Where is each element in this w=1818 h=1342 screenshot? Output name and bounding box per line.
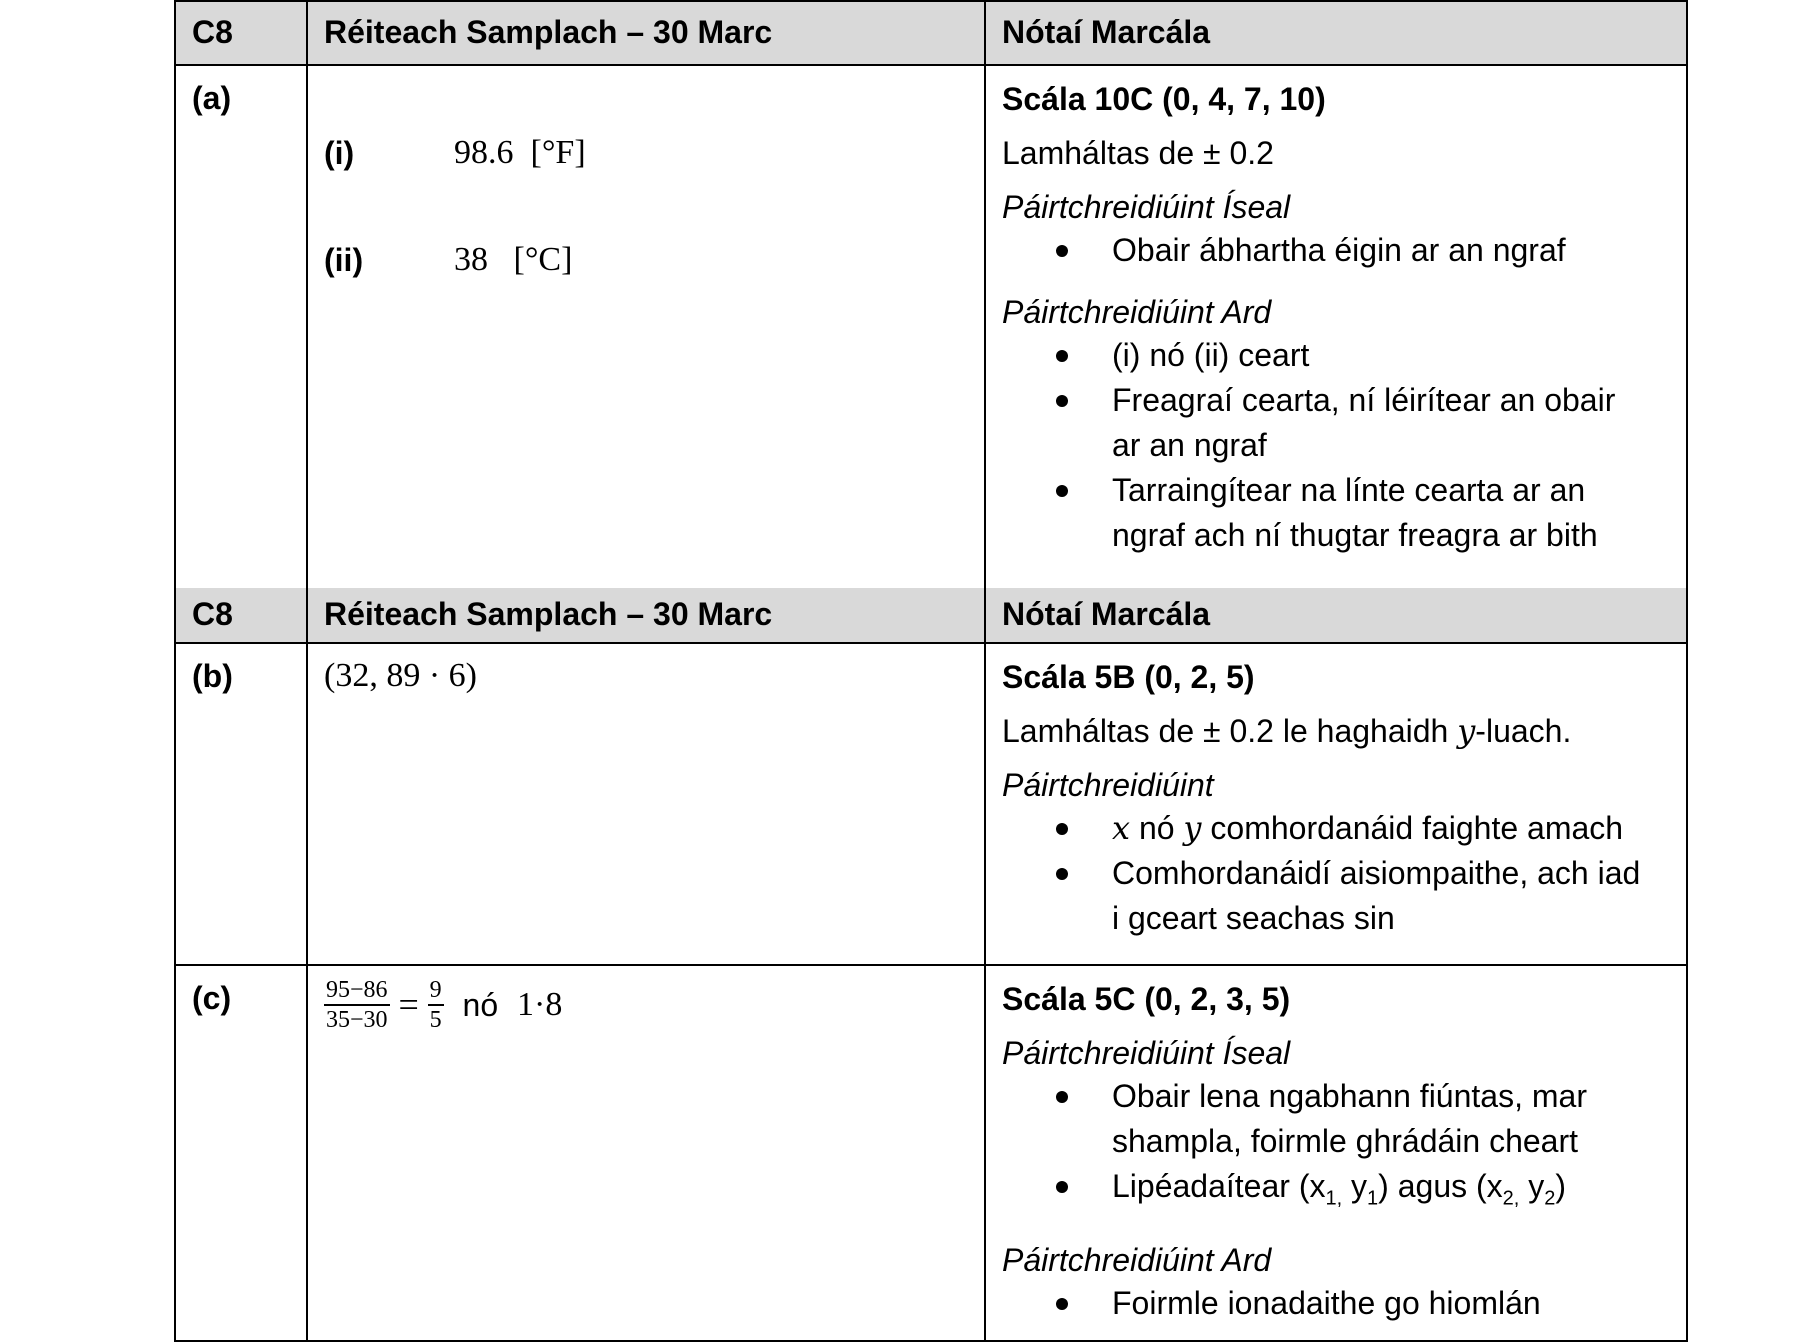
row-b-notes [1002, 656, 1640, 941]
row-a-partial-high-title: Páirtchreidiúint Ard [1002, 294, 1272, 330]
row-b-answer: (32, 89 · 6) [324, 657, 477, 694]
or-text: nó [462, 986, 499, 1023]
row-a-i-unit: [°F] [530, 134, 586, 171]
header1-notes: Nótaí Marcála [1002, 14, 1211, 50]
list-item: Comhordanáidí aisiompaithe, ach iad [1002, 851, 1640, 896]
marking-table [174, 0, 1688, 1342]
row-c-partial-low-list [1002, 1074, 1587, 1221]
header2-solution: Réiteach Samplach – 30 Marc [324, 596, 773, 632]
table-border-col1 [306, 0, 308, 1342]
list-item: x nó y comhordanáid faighte amach [1002, 806, 1640, 851]
header1-solution: Réiteach Samplach – 30 Marc [324, 14, 773, 50]
row-a-label: (a) [192, 80, 232, 116]
fraction-difference: $\frac{95-86}{35-30}$ [326, 976, 388, 1033]
bullet-icon [1056, 1298, 1068, 1310]
math-variable-x: x [1112, 809, 1131, 847]
list-item-continuation: shampla, foirmle ghrádáin cheart [1112, 1123, 1579, 1159]
row-a-ii-answer [454, 240, 572, 280]
header2-notes: Nótaí Marcála [1002, 596, 1211, 632]
row-a-i-value: 98.6 [454, 134, 514, 171]
math-variable-y: y [1457, 712, 1476, 750]
list-item: Freagraí cearta, ní léirítear an obair [1002, 378, 1615, 423]
bullet-icon [1056, 350, 1068, 362]
table-border-header1-bottom [174, 64, 1688, 66]
list-item-continuation: ar an ngraf [1112, 427, 1267, 463]
row-a-i-label: (i) [324, 135, 355, 171]
row-c-partial-high-list [1002, 1281, 1587, 1326]
list-item: Obair ábhartha éigin ar an ngraf [1002, 228, 1615, 273]
row-c-label: (c) [192, 980, 232, 1016]
row-a-ii-label: (ii) [324, 242, 364, 278]
list-item-continuation: i gceart seachas sin [1112, 900, 1395, 936]
row-a-i-answer [454, 133, 586, 173]
table-border-right [1686, 0, 1688, 1342]
table-border-col2 [984, 0, 986, 1342]
row-a-notes [1002, 78, 1615, 558]
fraction-result: $\frac{9}{5}$ [429, 976, 442, 1033]
row-c-answer [324, 972, 562, 1035]
row-b-scale: Scála 5B (0, 2, 5) [1002, 659, 1255, 695]
row-b-partial-list [1002, 806, 1640, 941]
bullet-icon [1056, 868, 1068, 880]
row-a-tolerance: Lamháltas de ± 0.2 [1002, 135, 1274, 171]
header1-question: C8 [192, 14, 233, 50]
bullet-icon [1056, 823, 1068, 835]
bullet-icon [1056, 1181, 1068, 1193]
row-b-partial-title: Páirtchreidiúint [1002, 767, 1214, 803]
row-c-notes [1002, 978, 1587, 1326]
table-border-top [174, 0, 1688, 2]
row-b-tolerance: Lamháltas de ± 0.2 le haghaidh y-luach. [1002, 712, 1572, 750]
header2-question: C8 [192, 596, 233, 632]
bullet-icon [1056, 1091, 1068, 1103]
list-item: (i) nó (ii) ceart [1002, 333, 1615, 378]
row-a-partial-low-list [1002, 228, 1615, 273]
row-a-ii-value: 38 [454, 241, 488, 278]
equals-sign: = [398, 984, 419, 1025]
decimal-answer: 1·8 [517, 985, 563, 1023]
bullet-icon [1056, 485, 1068, 497]
list-item-continuation: ngraf ach ní thugtar freagra ar bith [1112, 517, 1598, 553]
table-border-header2-bottom [174, 642, 1688, 644]
row-c-partial-low-title: Páirtchreidiúint Íseal [1002, 1035, 1291, 1071]
row-a-partial-high-list [1002, 333, 1615, 558]
list-item: Foirmle ionadaithe go hiomlán [1002, 1281, 1587, 1326]
row-b-label: (b) [192, 658, 233, 694]
bullet-icon [1056, 395, 1068, 407]
row-c-partial-high-title: Páirtchreidiúint Ard [1002, 1242, 1272, 1279]
row-a-ii-unit: [°C] [513, 241, 573, 278]
list-item: Tarraingítear na línte cearta ar an [1002, 468, 1615, 513]
math-variable-y: y [1183, 809, 1202, 847]
table-border-row-b-bottom [174, 964, 1688, 966]
list-item: Obair lena ngabhann fiúntas, mar [1002, 1074, 1587, 1119]
row-c-scale: Scála 5C (0, 2, 3, 5) [1002, 981, 1291, 1017]
list-item: Lipéadaítear ($x_{1,}$ $y_1$) agus ($x_{2,}$ $y_2$) [1002, 1164, 1587, 1221]
row-a-partial-low-title: Páirtchreidiúint Íseal [1002, 189, 1291, 225]
row-a-scale: Scála 10C (0, 4, 7, 10) [1002, 81, 1326, 117]
bullet-icon [1056, 245, 1068, 257]
table-border-left [174, 0, 176, 1342]
